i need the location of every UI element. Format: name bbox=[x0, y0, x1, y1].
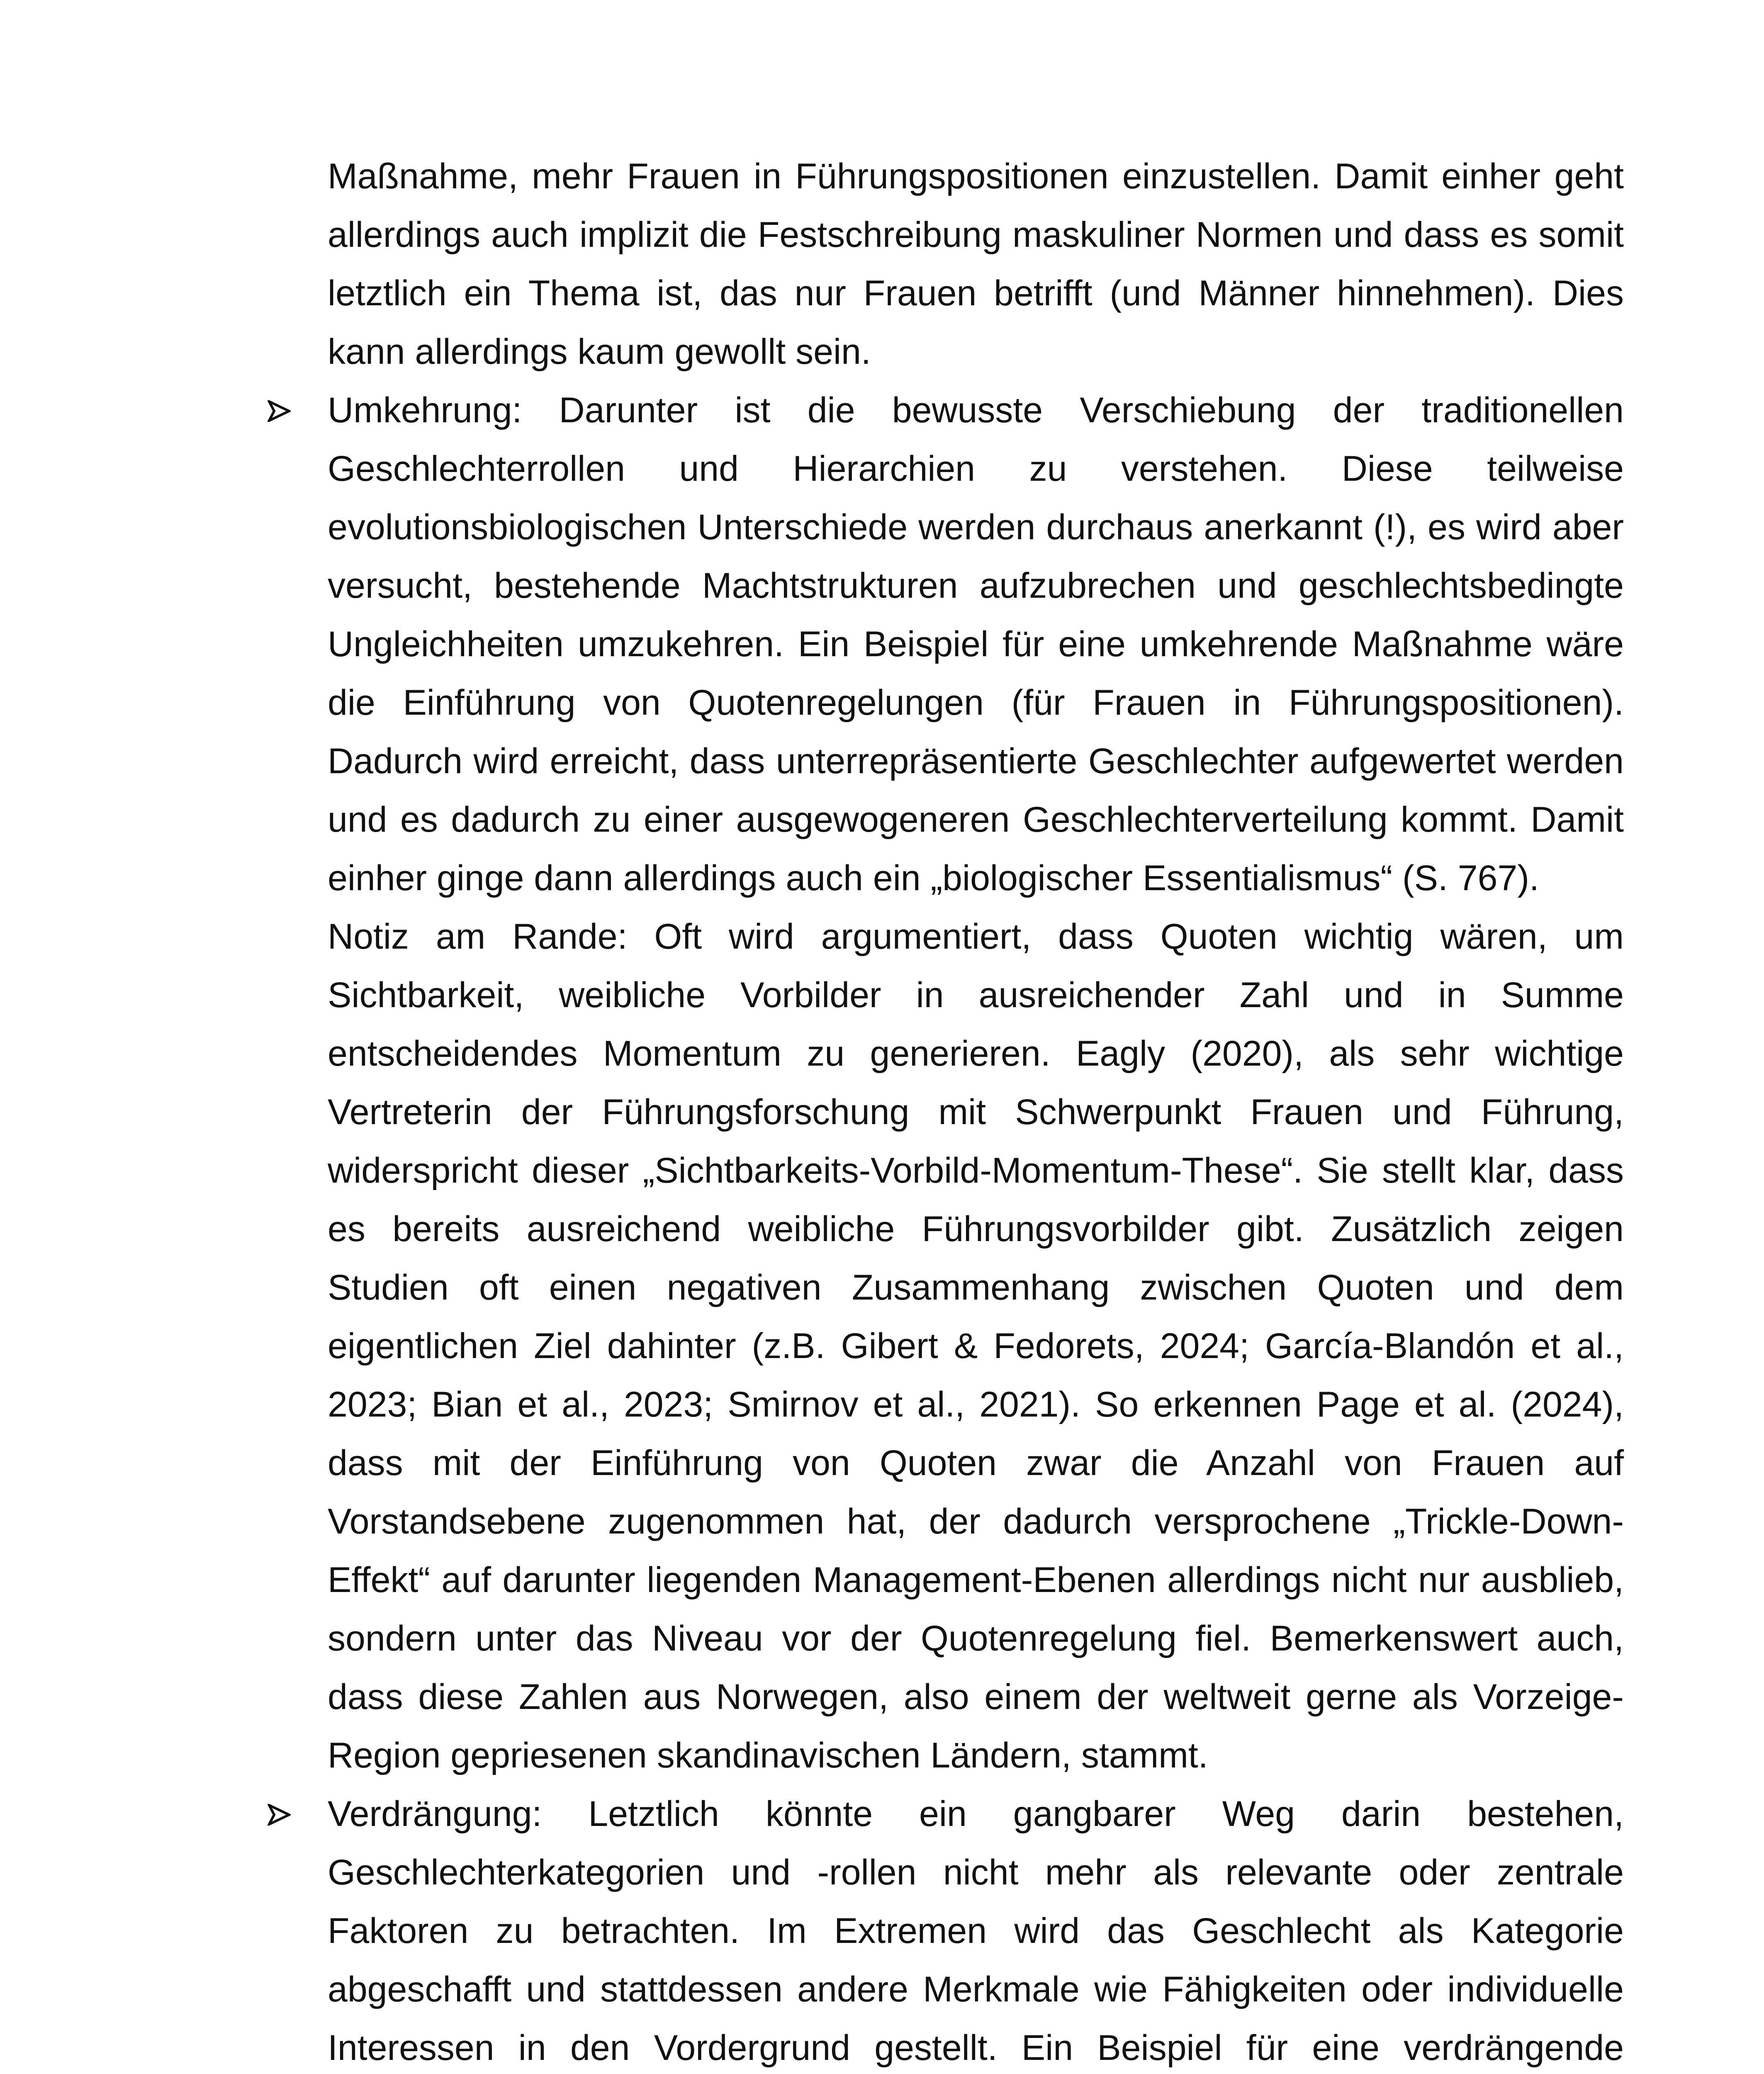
arrowhead-bullet-icon bbox=[268, 381, 301, 440]
bullet-item-umkehrung bbox=[328, 381, 1624, 1785]
side-note-paragraph: Notiz am Rande: Oft wird argumentiert, dass Quoten wichtig wären, um Sichtbarkeit, weibliche Vorbilder in ausreichender Zahl und in Summe entscheidendes Momentum zu generieren. Eagly (2020), als sehr wichtige Vertreterin der Führungsforschung mit Schwerpunkt Frauen und Führung, widerspricht dieser „Sichtbarkeits-Vorbild-Momentum-These“. Sie stellt klar, dass es bereits ausreichend weibliche Führungsvorbilder gibt. Zusätzlich zeigen Studien oft einen negativen Zusammenhang zwischen Quoten und dem eigentlichen Ziel dahinter (z.B. Gibert & Fedorets, 2024; García-Blandón et al., 2023; Bian et al., 2023; Smirnov et al., 2021). So erkennen Page et al. (2024), dass mit der Einführung von Quoten zwar die Anzahl von Frauen auf Vorstandsebene zugenommen hat, der dadurch versprochene „Trickle-Down-Effekt“ auf darunter liegenden Management-Ebenen allerdings nicht nur ausblieb, sondern unter das Niveau vor der Quotenregelung fiel. Bemerkenswert auch, dass diese Zahlen aus Norwegen, also einem der weltweit gerne als Vorzeige-Region gepriesenen skandinavischen Ländern, stammt. bbox=[328, 917, 1624, 1775]
bullet-text-verdraengung: Verdrängung: Letztlich könnte ein gangbarer Weg darin bestehen, Geschlechterkategorien und -rollen nicht mehr als relevante oder zentrale Faktoren zu betrachten. Im Extremen wird das Geschlecht als Kategorie abgeschafft und stattdessen andere Merkmale wie Fähigkeiten oder individuelle Interessen in den Vordergrund gestellt. Ein Beispiel für eine verdrängende bbox=[328, 1794, 1624, 2068]
body-text bbox=[328, 147, 1624, 2074]
bullet-item-verdraengung bbox=[328, 1785, 1624, 2074]
intro-paragraph: Maßnahme, mehr Frauen in Führungspositionen einzustellen. Damit einher geht allerdings auch implizit die Festschreibung maskuliner Normen und dass es somit letztlich ein Thema ist, das nur Frauen betrifft (und Männer hinnehmen). Dies kann allerdings kaum gewollt sein. bbox=[328, 156, 1624, 372]
arrowhead-bullet-icon bbox=[268, 1785, 301, 1843]
bullet-text-umkehrung: Umkehrung: Darunter ist die bewusste Verschiebung der traditionellen Geschlechterrollen und Hierarchien zu verstehen. Diese teilweise evolutionsbiologischen Unterschiede werden durchaus anerkannt (!), es wird aber versucht, bestehende Machtstrukturen aufzubrechen und geschlechtsbedingte Ungleichheiten umzukehren. Ein Beispiel für eine umkehrende Maßnahme wäre die Einführung von Quotenregelungen (für Frauen in Führungspositionen). Dadurch wird erreicht, dass unterrepräsentierte Geschlechter aufgewertet werden und es dadurch zu einer ausgewogeneren Geschlechterverteilung kommt. Damit einher ginge dann allerdings auch ein „biologischer Essentialismus“ (S. 767). bbox=[328, 390, 1624, 898]
